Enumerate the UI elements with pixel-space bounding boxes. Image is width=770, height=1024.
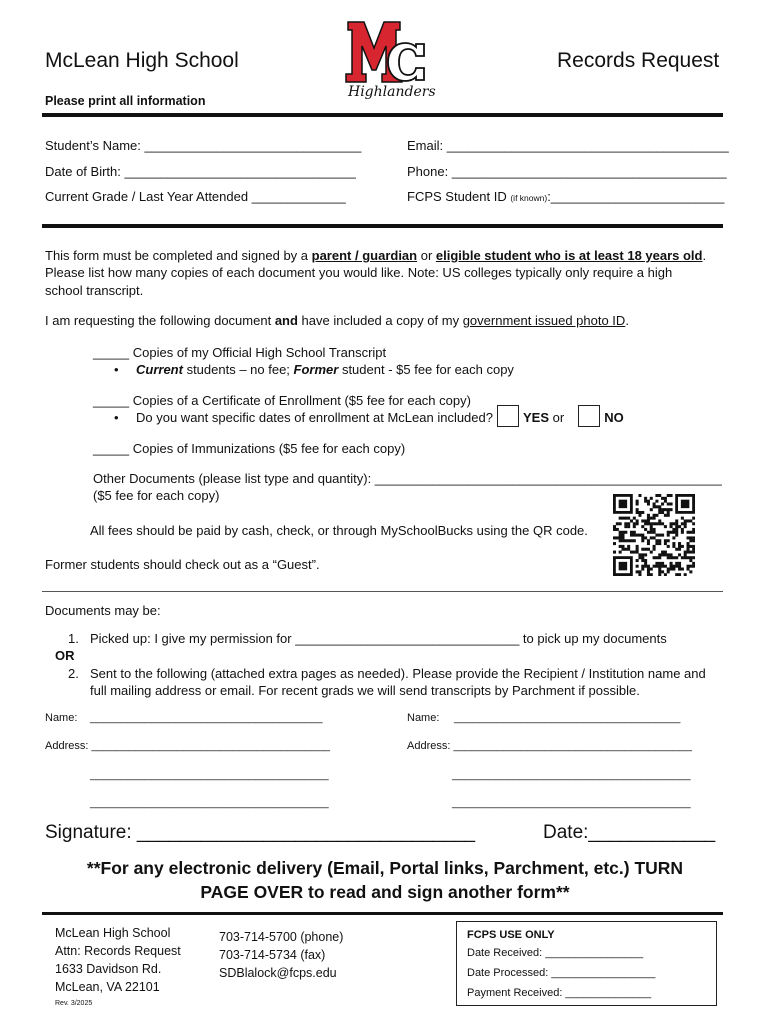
no-label: NO <box>604 410 624 425</box>
no-checkbox[interactable] <box>578 405 600 427</box>
form-title: Records Request <box>557 49 720 72</box>
option-2-number: 2. <box>68 666 79 681</box>
other-documents-field[interactable]: Other Documents (please list type and quantity): ________________________________________________ <box>93 471 722 486</box>
divider-thin-1 <box>42 591 723 592</box>
immunization-copies-field[interactable]: _____ Copies of Immunizations ($5 fee for each copy) <box>93 441 406 456</box>
payment-received-field[interactable]: Payment Received: ______________ <box>467 987 652 999</box>
school-logo <box>342 18 436 106</box>
student-id-label: FCPS Student ID <box>407 189 507 204</box>
recipient-name-field-left[interactable]: ______________________________________ <box>90 712 323 724</box>
email-link[interactable]: SDBlalock@fcps.edu <box>219 966 337 980</box>
yes-label: YES <box>522 410 549 425</box>
transcript-copies-field[interactable]: _____ Copies of my Official High School Transcript <box>93 345 387 360</box>
address-field-left[interactable]: Address: _______________________________________ <box>45 740 331 752</box>
request-statement: I am requesting the following document and have included a copy of my government issued photo ID. <box>45 313 629 328</box>
address-line: 1633 Davidson Rd. <box>55 962 162 976</box>
or-divider: OR <box>55 648 75 663</box>
address-line-right-2[interactable]: _______________________________________ <box>452 769 691 781</box>
fax-number: 703-714-5734 (fax) <box>219 948 326 962</box>
signature-field[interactable]: Signature: ________________________________ <box>45 822 476 843</box>
grade-field[interactable]: Current Grade / Last Year Attended _____________ <box>45 189 346 204</box>
student-id-field[interactable] <box>407 189 724 204</box>
address-line-left-2[interactable]: _______________________________________ <box>90 769 329 781</box>
office-use-box <box>456 921 717 1006</box>
student-id-small: (if known) <box>510 193 548 203</box>
student-id-line: :________________________ <box>547 189 725 204</box>
recipient-name-label-right: Name: <box>407 712 440 724</box>
notice-line-1: **For any electronic delivery (Email, Portal links, Parchment, etc.) TURN <box>86 858 684 878</box>
other-documents-fee: ($5 fee for each copy) <box>93 488 220 503</box>
office-use-title: FCPS USE ONLY <box>467 929 555 941</box>
date-field[interactable]: Date:____________ <box>543 822 716 843</box>
address-line: McLean High School <box>55 926 171 940</box>
date-processed-field[interactable]: Date Processed: _________________ <box>467 967 656 979</box>
intro-line-1: This form must be completed and signed by a parent / guardian or eligible student who is at least 18 years old. <box>45 248 707 263</box>
guest-note: Former students should check out as a “Guest”. <box>45 557 320 572</box>
transcript-note: • Current students – no fee; Former student - $5 fee for each copy <box>136 362 514 377</box>
address-line-right-3[interactable]: _______________________________________ <box>452 797 691 809</box>
divider-top <box>42 113 723 117</box>
address-field-right[interactable]: Address: _______________________________________ <box>407 740 693 752</box>
yes-checkbox[interactable] <box>497 405 519 427</box>
print-note: Please print all information <box>45 94 206 108</box>
email-field[interactable]: Email: _______________________________________ <box>407 138 729 153</box>
enrollment-question: • Do you want specific dates of enrollment at McLean included? YES or NO <box>136 410 624 427</box>
intro-line-2: Please list how many copies of each document you would like. Note: US colleges typically only require a high <box>45 265 673 280</box>
address-line-left-3[interactable]: _______________________________________ <box>90 797 329 809</box>
divider-mid <box>42 224 723 228</box>
delivery-heading: Documents may be: <box>45 603 161 618</box>
recipient-name-label-left: Name: <box>45 712 78 724</box>
address-line: Attn: Records Request <box>55 944 181 958</box>
option-2-line-2: full mailing address or email. For recent grads we will send transcripts by Parchment if possible. <box>90 683 640 698</box>
recipient-name-field-right[interactable]: _____________________________________ <box>454 712 681 724</box>
enrollment-copies-field[interactable]: _____ Copies of a Certificate of Enrollment ($5 fee for each copy) <box>93 393 471 408</box>
divider-bottom <box>42 912 723 915</box>
mailing-address <box>55 924 181 996</box>
phone-field[interactable]: Phone: ______________________________________ <box>407 164 727 179</box>
notice-line-2: PAGE OVER to read and sign another form** <box>200 882 570 902</box>
student-name-field[interactable]: Student’s Name: ______________________________ <box>45 138 362 153</box>
school-name: McLean High School <box>45 49 239 72</box>
or-label: or <box>552 410 565 425</box>
revision-date: Rev. 3/2025 <box>55 1000 93 1007</box>
date-received-field[interactable]: Date Received: ________________ <box>467 947 644 959</box>
phone-number: 703-714-5700 (phone) <box>219 930 344 944</box>
option-2-line-1: Sent to the following (attached extra pages as needed). Please provide the Recipient / Institution name and <box>90 666 706 681</box>
address-line: McLean, VA 22101 <box>55 980 160 994</box>
option-1-number: 1. <box>68 631 79 646</box>
pickup-permission-field[interactable]: Picked up: I give my permission for _______________________________ to pick up my documents <box>90 631 667 646</box>
dob-field[interactable]: Date of Birth: ________________________________ <box>45 164 356 179</box>
logo-script: Highlanders <box>348 84 436 100</box>
fees-note: All fees should be paid by cash, check, or through MySchoolBucks using the QR code. <box>90 523 588 538</box>
mc-logo-icon <box>342 18 430 86</box>
contact-info <box>219 928 343 982</box>
intro-line-3: school transcript. <box>45 283 144 298</box>
qr-code-icon[interactable] <box>613 494 695 576</box>
